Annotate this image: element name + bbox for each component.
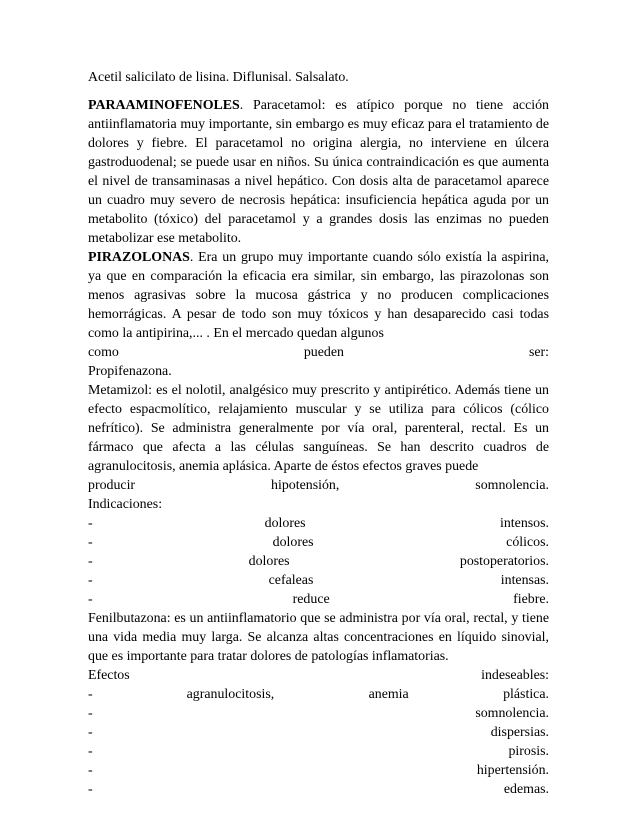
indication-qualifier: intensos.: [499, 516, 549, 531]
effect-term: dispersias.: [490, 725, 549, 740]
indication-item: [88, 571, 549, 590]
list-dash: -: [88, 744, 93, 759]
indicaciones-heading: Indicaciones:: [88, 497, 163, 512]
list-dash: -: [88, 725, 93, 740]
producir-word: producir: [88, 478, 136, 493]
list-dash: -: [88, 554, 93, 569]
list-dash: -: [88, 706, 93, 721]
indication-qualifier: fiebre.: [513, 592, 549, 607]
indication-item: [88, 533, 549, 552]
effect-item: [88, 780, 549, 799]
list-dash: -: [88, 573, 93, 588]
producir-line: [88, 476, 549, 495]
effect-term: agranulocitosis,: [186, 687, 275, 702]
indication-term: cefaleas: [268, 573, 314, 588]
ser-word: ser:: [528, 345, 549, 360]
indication-term: dolores: [272, 535, 314, 550]
effect-term: edemas.: [503, 782, 549, 797]
list-dash: -: [88, 782, 93, 797]
effect-term: hipertensión.: [476, 763, 549, 778]
indication-term: reduce: [292, 592, 330, 607]
propifenazona-line: Propifenazona.: [88, 364, 172, 379]
document-page: [88, 68, 549, 799]
list-dash: -: [88, 516, 93, 531]
pirazolonas-paragraph: [88, 248, 549, 343]
effect-item: [88, 685, 549, 704]
paraaminofenoles-paragraph: [88, 96, 549, 248]
list-dash: -: [88, 592, 93, 607]
effect-item: [88, 761, 549, 780]
efectos-line: [88, 666, 549, 685]
indication-qualifier: postoperatorios.: [459, 554, 549, 569]
effect-term: somnolencia.: [475, 706, 549, 721]
list-dash: -: [88, 535, 93, 550]
indication-words: [93, 571, 549, 590]
indication-words: [93, 552, 549, 571]
list-dash: -: [88, 687, 93, 702]
efectos-word: Efectos: [88, 668, 130, 683]
intro-line: Acetil salicilato de lisina. Diflunisal. Salsalato.: [88, 70, 349, 85]
effect-term: anemia: [368, 687, 409, 702]
indication-item: [88, 514, 549, 533]
indication-words: [93, 590, 549, 609]
indication-qualifier: intensas.: [500, 573, 549, 588]
pirazolonas-heading: PIRAZOLONAS: [88, 250, 190, 265]
pueden-word: pueden: [303, 345, 344, 360]
indication-words: [93, 533, 549, 552]
effect-words: [93, 685, 549, 704]
como-word: como: [88, 345, 119, 360]
como-line: [88, 343, 549, 362]
effect-item: [88, 704, 549, 723]
fenilbutazona-paragraph: Fenilbutazona: es un antiinflamatorio que se administra por vía oral, rectal, y tiene una vida media muy larga. Se alcanza altas concentraciones en líquido sinovial, que es importante para tratar dolores de patologías inflamatorias.: [88, 611, 549, 664]
indication-words: [93, 514, 549, 533]
paraaminofenoles-heading: PARAAMINOFENOLES: [88, 98, 240, 113]
indication-item: [88, 590, 549, 609]
indeseables-word: indeseables:: [481, 668, 549, 683]
indication-term: dolores: [264, 516, 306, 531]
hipotension-word: hipotensión,: [271, 478, 340, 493]
metamizol-paragraph: Metamizol: es el nolotil, analgésico muy prescrito y antipirético. Además tiene un efecto espacmolítico, relajamiento muscular y se utiliza para cólicos (cólico nefrítico). Se administra generalmente por vía oral, parenteral, rectal. Es un fármaco que afecta a las células sanguíneas. Se han descrito cuadros de agranulocitosis, anemia aplásica. Aparte de éstos efectos graves puede: [88, 383, 549, 474]
indication-qualifier: cólicos.: [506, 535, 549, 550]
effect-term: plástica.: [503, 687, 549, 702]
paraaminofenoles-text: . Paracetamol: es atípico porque no tiene acción antiinflamatoria muy importante, sin embargo es muy eficaz para el tratamiento de dolores y fiebre. El paracetamol no origina alergia, no interviene en úlcera gastroduodenal; se puede usar en niños. Su única contraindicación es que aumenta el nivel de transaminasas a nivel hepático. Con dosis alta de paracetamol aparece un cuadro muy severo de necrosis hepática: insuficiencia hepática aguda por un metabolito (tóxico) del paracetamol y a grandes dosis las enzimas no pueden metabolizar ese metabolito.: [88, 98, 549, 246]
list-dash: -: [88, 763, 93, 778]
indication-term: dolores: [248, 554, 290, 569]
somnolencia-word: somnolencia.: [475, 478, 549, 493]
pirazolonas-text: . Era un grupo muy importante cuando sólo existía la aspirina, ya que en comparación la eficacia era similar, sin embargo, las pirazolonas son menos agrasivas sobre la mucosa gástrica y no producen complicaciones hemorrágicas. A pesar de todo son muy tóxicos y han desaparecido casi todas como la antipirina,... . En el mercado quedan algunos: [88, 250, 549, 341]
effect-item: [88, 723, 549, 742]
spacer: [88, 87, 549, 96]
effect-item: [88, 742, 549, 761]
indication-item: [88, 552, 549, 571]
effect-term: pirosis.: [508, 744, 549, 759]
